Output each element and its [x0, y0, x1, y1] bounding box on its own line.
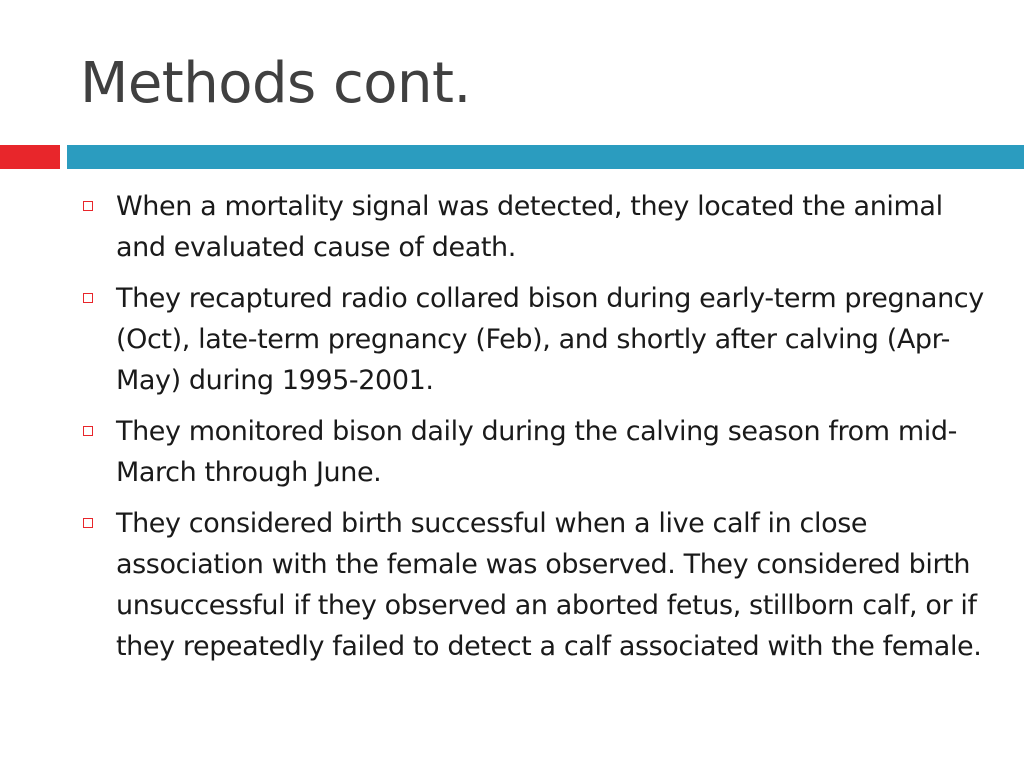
- square-bullet-icon: [83, 201, 93, 211]
- bullet-text: They recaptured radio collared bison during early-term pregnancy (Oct), late-term pregnancy (Feb), and shortly after calving (Apr-May) during 1995-2001.: [116, 283, 984, 396]
- bullet-item: [116, 411, 996, 493]
- bullet-text: They considered birth successful when a live calf in close association with the female was observed. They considered birth unsuccessful if they observed an aborted fetus, stillborn calf, or if they repeatedly failed to detect a calf associated with the female.: [116, 508, 982, 662]
- bullet-item: [116, 186, 996, 268]
- bullet-item: [116, 278, 996, 401]
- title-divider-teal: [67, 145, 1024, 169]
- square-bullet-icon: [83, 293, 93, 303]
- title-divider-red: [0, 145, 60, 169]
- square-bullet-icon: [83, 518, 93, 528]
- bullet-list: [116, 186, 996, 677]
- bullet-text: When a mortality signal was detected, they located the animal and evaluated cause of death.: [116, 191, 943, 263]
- bullet-text: They monitored bison daily during the calving season from mid-March through June.: [116, 416, 957, 488]
- square-bullet-icon: [83, 426, 93, 436]
- slide-title: Methods cont.: [80, 51, 471, 116]
- bullet-item: [116, 503, 996, 667]
